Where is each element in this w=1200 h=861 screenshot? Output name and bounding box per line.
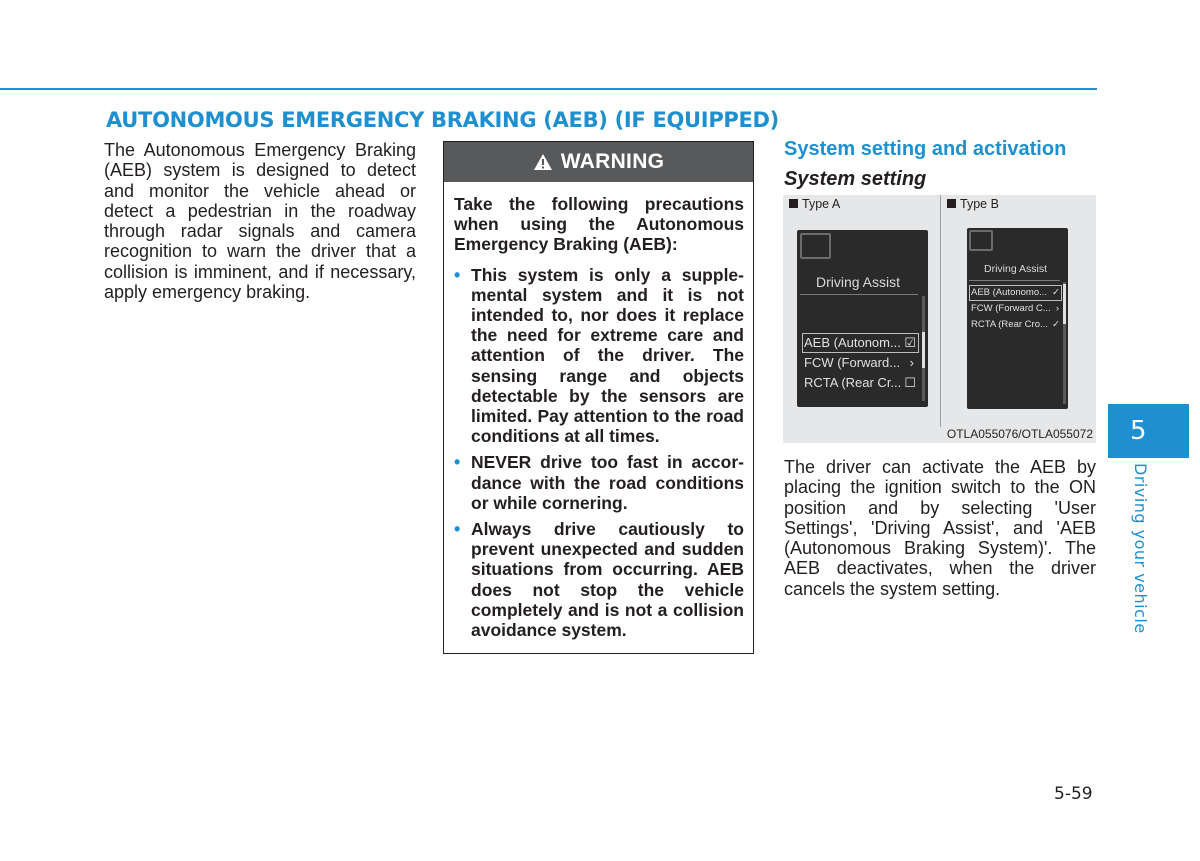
chapter-name: Driving your vehicle [1131,463,1150,634]
screen-type-a [797,230,928,407]
screen-a-title: Driving Assist [816,274,901,290]
square-bullet-icon [947,199,956,208]
warning-list [454,265,744,641]
back-icon [800,233,831,259]
screen-b-rule [969,280,1060,281]
checkmark-icon: ✓ [1052,319,1060,330]
subheading: System setting and activation [784,138,1067,160]
screen-b-scroll-thumb [1063,284,1066,324]
type-a-label: Type A [789,197,840,211]
chevron-right-icon: › [1055,303,1059,314]
subsubheading: System setting [784,168,927,190]
figure-divider [940,195,941,427]
screen-b-row-aeb: AEB (Autonomo... ✓ [971,287,1060,298]
chapter-tab: 5 [1108,404,1189,458]
page-number: 5-59 [1054,784,1093,804]
warning-box [443,141,754,654]
checkmark-icon: ✓ [1052,287,1060,298]
warning-triangle-icon [533,153,553,171]
checkbox-empty-icon: ☐ [904,375,916,390]
screen-b-row-fcw: FCW (Forward C... › [971,303,1059,314]
warning-header [444,142,753,182]
figure-code: OTLA055076/OTLA055072 [946,427,1093,441]
warning-intro: Take the following precautions when using the Autonomous Emergency Braking (AEB): [454,194,744,255]
intro-paragraph: The Autonomous Emergency Braking (AEB) system is designed to detect and monitor the vehicle ahead or detect a pedestrian in the roadway through radar signals and camera recognition to warn the driver that a collision is imminent, and if necessary, apply emergency braking. [104,140,416,303]
screen-a-row-fcw: FCW (Forward... › [804,355,914,370]
warning-heading: WARNING [560,150,665,173]
screen-a-scroll-thumb [922,332,925,368]
top-rule [0,88,1097,90]
warning-item: • Always drive cautiously to prevent unexpected and sudden situations from occurring. AEB does not stop the vehicle completely and is not a collision avoidance system. [454,519,744,640]
screen-a-row-rcta: RCTA (Rear Cr... ☐ [804,375,916,390]
screen-b-row-rcta: RCTA (Rear Cro... ✓ [971,319,1060,330]
warning-item: • NEVER drive too fast in accordance with the road conditions or while cornering. [454,452,744,513]
activation-paragraph: The driver can activate the AEB by placing the ignition switch to the ON position and by selecting 'User Settings', 'Driving Assist', and 'AEB (Autonomous Braking System)'. The AEB deactivates, when the driver cancels the system setting. [784,457,1096,599]
screen-a-rule [800,294,918,295]
screen-a-row-aeb: AEB (Autonom... ☑ [804,335,916,350]
type-b-label: Type B [947,197,999,211]
warning-body [444,182,753,640]
warning-item: • This system is only a supplemental system and it is not intended to, nor does it replace the need for extreme care and attention of the driver. The sensing range and objects detectable by the sensors are limited. Pay attention to the road conditions at all times. [454,265,744,447]
screen-b-title: Driving Assist [984,263,1048,275]
section-title: AUTONOMOUS EMERGENCY BRAKING (AEB) (IF EQUIPPED) [106,108,779,132]
screen-type-b [967,228,1068,409]
square-bullet-icon [789,199,798,208]
checkbox-checked-icon: ☑ [904,335,916,350]
back-icon [969,230,993,251]
settings-figure [783,195,1096,443]
chevron-right-icon: › [909,355,914,370]
